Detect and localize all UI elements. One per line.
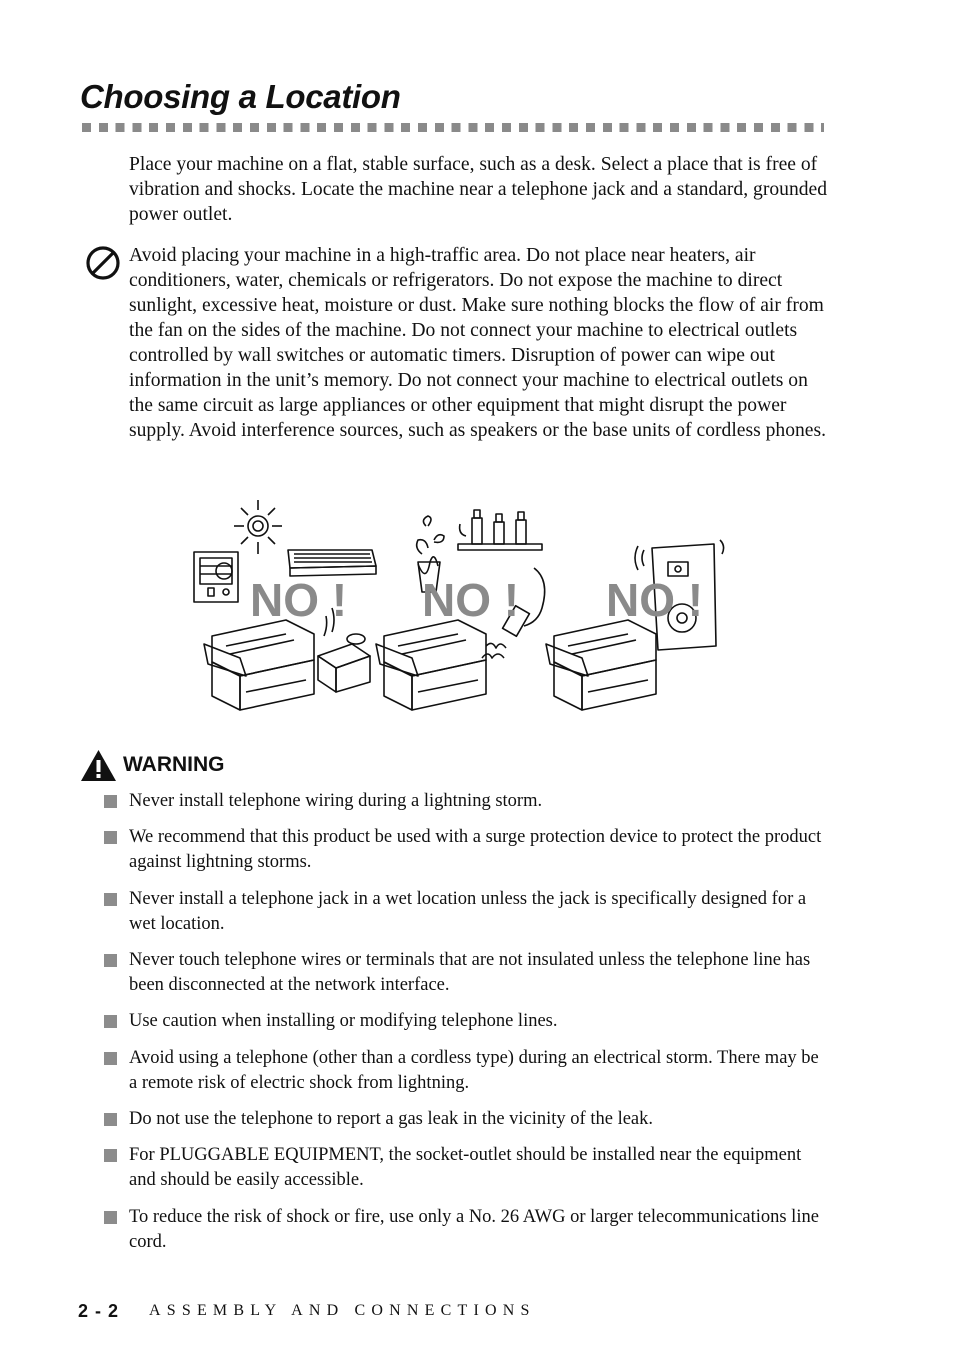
no-label-2: NO ! <box>422 574 520 626</box>
air-conditioner-icon <box>288 550 376 576</box>
warning-label: WARNING <box>123 753 225 776</box>
warning-item: Never install telephone wiring during a lightning storm. <box>129 791 543 811</box>
placement-illustration <box>186 496 726 722</box>
bottles-icon <box>458 510 542 550</box>
bullet-square-icon <box>104 954 117 967</box>
prohibition-icon <box>85 245 121 281</box>
fax-machine-right <box>546 620 656 710</box>
no-label-1: NO ! <box>250 574 348 626</box>
bullet-square-icon <box>104 1113 117 1126</box>
sun-icon <box>234 500 282 554</box>
bullet-square-icon <box>104 1149 117 1162</box>
page-number: 2 - 2 <box>78 1301 120 1321</box>
warning-item: Avoid using a telephone (other than a cordless type) during an electrical storm. There may be a remote risk of electric shock from lightning. <box>129 1048 819 1093</box>
bullet-square-icon <box>104 795 117 808</box>
section-name: ASSEMBLY AND CONNECTIONS <box>149 1302 536 1319</box>
bullet-square-icon <box>104 831 117 844</box>
title-dotted-rule <box>82 123 824 132</box>
no-label-3: NO ! <box>606 574 704 626</box>
bullet-square-icon <box>104 1052 117 1065</box>
bullet-square-icon <box>104 1211 117 1224</box>
warning-triangle-icon <box>80 749 117 782</box>
bullet-square-icon <box>104 893 117 906</box>
warning-item: Use caution when installing or modifying telephone lines. <box>129 1011 558 1031</box>
intro-paragraph: Place your machine on a flat, stable surface, such as a desk. Select a place that is free of vibration and shocks. Locate the machine near a telephone jack and a standard, grounded power outlet. <box>129 154 828 225</box>
warning-item: For PLUGGABLE EQUIPMENT, the socket-outlet should be installed near the equipment and should be easily accessible. <box>129 1145 802 1190</box>
fax-machine-left <box>204 620 314 710</box>
warning-item: Never touch telephone wires or terminals that are not insulated unless the telephone line has been disconnected at the network interface. <box>129 950 811 995</box>
warning-item: To reduce the risk of shock or fire, use only a No. 26 AWG or larger telecommunications line cord. <box>129 1207 819 1252</box>
heater-icon <box>194 552 238 602</box>
page-title: Choosing a Location <box>80 78 401 115</box>
warning-item: We recommend that this product be used with a surge protection device to protect the product against lightning storms. <box>129 827 822 872</box>
bullet-square-icon <box>104 1015 117 1028</box>
warning-item: Never install a telephone jack in a wet location unless the jack is specifically designed for a wet location. <box>129 889 807 934</box>
caution-paragraph: Avoid placing your machine in a high-traffic area. Do not place near heaters, air conditioners, water, chemicals or refrigerators. Do not expose the machine to direct sunlight, excessive heat, moisture or dust. Make sure nothing blocks the flow of air from the fan on the sides of the machine. Do not connect your machine to electrical outlets controlled by wall switches or automatic timers. Disruption of power can wipe out information in the unit’s memory. Do not connect your machine to electrical outlets on the same circuit as large appliances or other equipment that might disrupt the power supply. Avoid interference sources, such as speakers or the base units of cordless phones. <box>129 245 827 441</box>
fax-machine-center <box>376 620 486 710</box>
warning-item: Do not use the telephone to report a gas leak in the vicinity of the leak. <box>129 1109 654 1129</box>
